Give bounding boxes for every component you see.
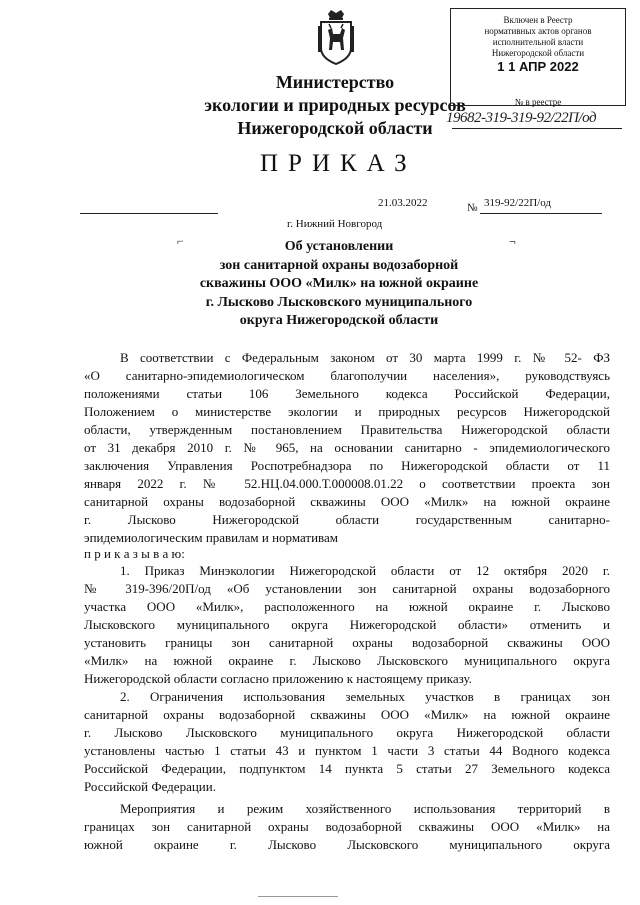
body-line: Российской Федерации. — [84, 779, 216, 794]
subject-line: Об установлении — [284, 239, 394, 254]
body-line: «О санитарно-эпидемиологическом благополучии населения», руководствуясь — [84, 368, 610, 383]
ministry-name-line-3: Нижегородской области — [237, 118, 433, 138]
body-line: установлены частью 1 статьи 43 и пунктом 1 части 3 статьи 44 Водного кодекса — [84, 743, 610, 758]
ministry-name-line-1: Министерство — [275, 72, 395, 92]
body-line: г. Лысково Нижегородской области государственным санитарно- — [84, 512, 610, 527]
body-line: «Милк» на южной окраине г. Лысково Лысковского муниципального округа — [84, 653, 610, 668]
body-line: заключения Управления Роспотребнадзора по Нижегородской области от 11 — [84, 458, 610, 473]
subject-line: г. Лысково Лысковского муниципального — [205, 294, 473, 310]
page-footer-mark — [258, 896, 338, 897]
order-subject — [170, 238, 508, 331]
subject-corner-right: ¬ — [509, 234, 516, 248]
body-line: положениями статьи 106 Земельного кодекса Российской Федерации, — [84, 386, 610, 401]
body-line: Нижегородской области согласно приложению к настоящему приказу. — [84, 671, 472, 686]
body-line: В соответствии с Федеральным законом от 30 марта 1999 г. № 52- ФЗ — [120, 350, 610, 365]
body-line: границах зон санитарной охраны водозаборной скважины ООО «Милк» на — [84, 819, 610, 834]
number-underline — [480, 213, 602, 214]
stamp-line-1: Включен в Реестр — [503, 15, 573, 25]
stamp-registry-label: № в реестре — [514, 97, 562, 107]
body-line: области, утвержденным постановлением Правительства Нижегородской области — [84, 422, 610, 437]
subject-line: зон санитарной охраны водозаборной — [219, 257, 459, 273]
subject-corner-left: ⌐ — [177, 234, 184, 248]
body-line-decree: п р и к а з ы в а ю: — [84, 546, 185, 561]
body-line: 1. Приказ Минэкологии Нижегородской области от 12 октября 2020 г. — [120, 563, 610, 578]
order-number-sign: № — [467, 202, 478, 214]
body-line: Мероприятия и режим хозяйственного использования территорий в — [120, 801, 610, 816]
body-line: участка ООО «Милк», расположенного на южной окраине г. Лысково — [84, 599, 610, 614]
subject-line: скважины ООО «Милк» на южной окраине — [199, 276, 479, 291]
body-line: № 319-396/20П/од «Об установлении зон санитарной охраны водозаборного — [84, 581, 610, 596]
registry-stamp — [450, 8, 626, 106]
stamp-line-3: исполнительной власти — [492, 37, 584, 47]
body-line: Российской Федерации, подпунктом 14 пункта 5 статьи 27 Земельного кодекса — [84, 761, 610, 776]
body-line: установить границы зон санитарной охраны водозаборной скважины ООО — [84, 635, 610, 650]
body-line: г. Лысково Лысковского муниципального округа Нижегородской области — [84, 725, 610, 740]
date-underline — [80, 213, 218, 214]
body-line: южной окраине г. Лысково Лысковского муниципального округа — [84, 837, 610, 852]
stamp-date: 1 1 АПР 2022 — [497, 59, 579, 74]
stamp-line-2: нормативных актов органов — [484, 26, 592, 36]
coat-of-arms-emblem — [316, 8, 356, 66]
body-line: эпидемиологическим правилам и нормативам — [84, 530, 339, 545]
order-date: 21.03.2022 — [378, 197, 428, 209]
body-line: 2. Ограничения использования земельных участков в границах зон — [120, 689, 610, 704]
body-line: января 2022 г. № 52.НЦ.04.000.Т.000008.01.22 о соответствии проекта зон — [84, 476, 610, 491]
order-title: ПРИКАЗ — [260, 150, 417, 177]
body-line: Положением о министерстве экологии и природных ресурсов Нижегородской — [84, 404, 610, 419]
registry-number-handwritten: 19682-319-319-92/22П/од — [446, 110, 597, 126]
body-line: от 31 декабря 2010 г. № 965, на основании санитарно - эпидемиологического — [84, 440, 610, 455]
body-line: санитарной охраны водозаборной скважины ООО «Милк» на южной окраине — [84, 494, 610, 509]
body-line: санитарной охраны водозаборной скважины ООО «Милк» на южной окраине — [84, 707, 610, 722]
body-line: Лысковского муниципального округа Нижегородской области» отменить и — [84, 617, 610, 632]
city-name: г. Нижний Новгород — [287, 218, 383, 230]
order-number: 319-92/22П/од — [484, 197, 551, 209]
stamp-line-4: Нижегородской области — [491, 48, 585, 58]
subject-line: округа Нижегородской области — [239, 313, 439, 328]
registry-number-underline — [452, 128, 622, 129]
ministry-name-line-2: экологии и природных ресурсов — [204, 95, 466, 115]
